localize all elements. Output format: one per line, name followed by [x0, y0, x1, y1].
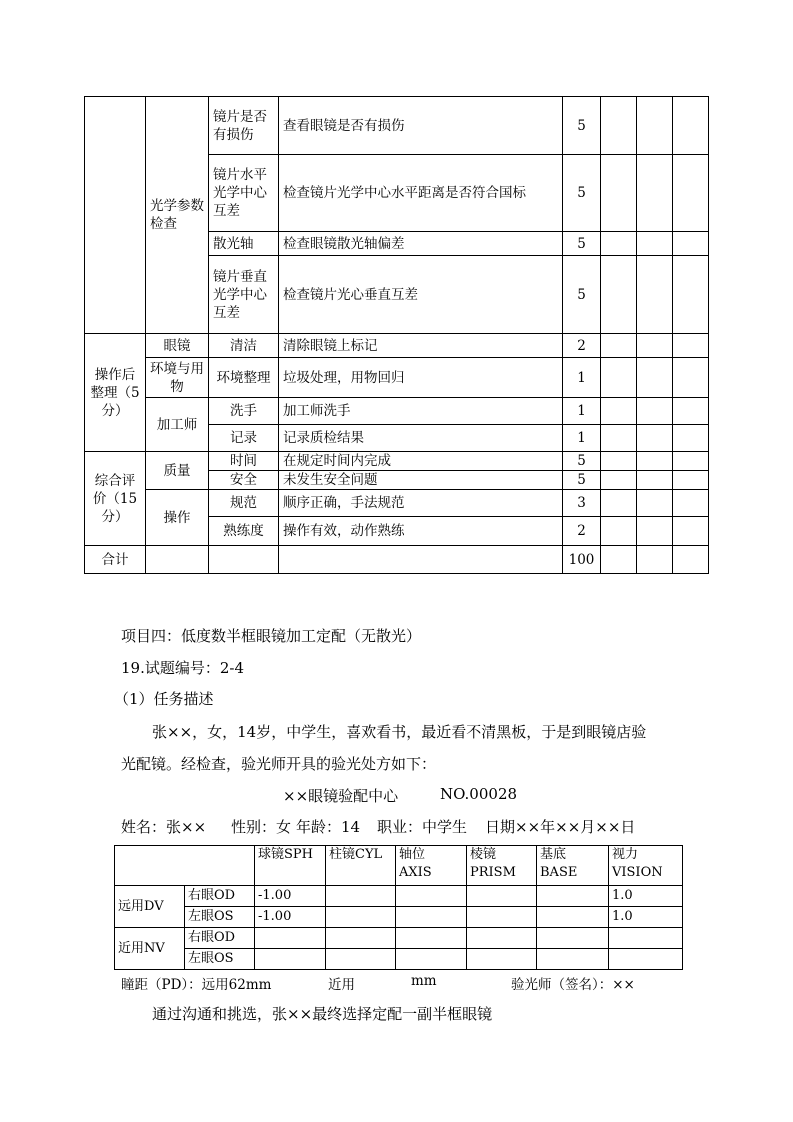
cell [537, 907, 609, 928]
item-cell: 散光轴 [209, 232, 279, 256]
header-vision: 视力 VISION [609, 846, 683, 886]
cell [609, 928, 683, 949]
cell [467, 907, 537, 928]
description-cell: 未发生安全问题 [279, 471, 563, 490]
score-cell: 5 [563, 452, 601, 471]
cell [396, 886, 467, 907]
cell [467, 928, 537, 949]
cell [326, 949, 396, 970]
blank-cell [601, 490, 637, 517]
score-cell: 5 [563, 155, 601, 232]
cell [537, 949, 609, 970]
item-cell: 洗手 [209, 398, 279, 425]
cell [326, 928, 396, 949]
blank-cell [637, 425, 673, 452]
dv-os-vision: 1.0 [609, 907, 683, 928]
item-cell: 时间 [209, 452, 279, 471]
patient-age: 年龄：14 [296, 818, 361, 836]
description-cell: 操作有效，动作熟练 [279, 517, 563, 546]
blank-cell [601, 471, 637, 490]
blank-cell [673, 517, 709, 546]
blank-cell [601, 256, 637, 334]
patient-job: 职业：中学生 [377, 818, 468, 836]
item-cell: 熟练度 [209, 517, 279, 546]
blank-cell [601, 358, 637, 398]
blank-cell [673, 398, 709, 425]
blank-cell [601, 398, 637, 425]
blank-cell [673, 452, 709, 471]
description-cell: 记录质检结果 [279, 425, 563, 452]
header-axis: 轴位 AXIS [396, 846, 467, 886]
blank-cell [637, 471, 673, 490]
patient-date: 日期××年××月××日 [485, 818, 636, 836]
eye-label-os: 左眼OS [185, 907, 255, 928]
subcategory-cell: 光学参数检查 [146, 97, 209, 334]
description-cell: 检查眼镜散光轴偏差 [279, 232, 563, 256]
task-text-line1: 张××，女，14岁，中学生，喜欢看书，最近看不清黑板，于是到眼镜店验 [152, 723, 647, 741]
blank-cell [637, 256, 673, 334]
description-cell: 在规定时间内完成 [279, 452, 563, 471]
cell [326, 907, 396, 928]
rx-number: NO.00028 [440, 785, 518, 803]
header-prism: 棱镜 PRISM [467, 846, 537, 886]
patient-gender: 性别：女 [231, 818, 292, 836]
eye-label-od: 右眼OD [185, 886, 255, 907]
score-cell: 2 [563, 334, 601, 358]
blank-cell [637, 490, 673, 517]
optometrist-signature: 验光师（签名）：×× [511, 977, 635, 993]
dv-od-vision: 1.0 [609, 886, 683, 907]
cell [255, 928, 326, 949]
header-sph: 球镜SPH [255, 846, 326, 886]
description-cell: 顺序正确，手法规范 [279, 490, 563, 517]
score-cell: 5 [563, 97, 601, 155]
header-blank [115, 846, 255, 886]
item-cell: 环境整理 [209, 358, 279, 398]
blank-cell [673, 334, 709, 358]
description-cell: 清除眼镜上标记 [279, 334, 563, 358]
cell [396, 907, 467, 928]
item-cell: 镜片垂直光学中心互差 [209, 256, 279, 334]
blank-cell [601, 334, 637, 358]
item-cell: 清洁 [209, 334, 279, 358]
prescription-table [114, 845, 683, 970]
pd-far: 瞳距（PD）：远用62mm [121, 977, 272, 993]
score-cell: 1 [563, 425, 601, 452]
final-statement: 通过沟通和挑选，张××最终选择定配一副半框眼镜 [152, 1005, 493, 1023]
cell [326, 886, 396, 907]
cell [396, 949, 467, 970]
blank-cell [673, 97, 709, 155]
category-cell: 操作后整理（5分） [85, 334, 146, 452]
description-cell: 加工师洗手 [279, 398, 563, 425]
blank-cell [673, 358, 709, 398]
blank-cell [601, 155, 637, 232]
description-cell: 检查镜片光学中心水平距离是否符合国标 [279, 155, 563, 232]
blank-cell [637, 155, 673, 232]
blank-cell [637, 334, 673, 358]
blank-cell [637, 546, 673, 574]
blank-cell [637, 358, 673, 398]
blank-cell [601, 517, 637, 546]
header-cyl: 柱镜CYL [326, 846, 396, 886]
row-label-nv: 近用NV [115, 928, 185, 970]
item-cell: 安全 [209, 471, 279, 490]
blank-cell [637, 97, 673, 155]
blank-cell [673, 256, 709, 334]
subcategory-cell: 眼镜 [146, 334, 209, 358]
item-cell: 镜片是否有损伤 [209, 97, 279, 155]
pd-near-unit: mm [411, 973, 437, 989]
blank-cell [637, 517, 673, 546]
cell [609, 949, 683, 970]
subcategory-cell: 操作 [146, 490, 209, 546]
score-cell: 3 [563, 490, 601, 517]
cell [537, 886, 609, 907]
blank-cell [146, 546, 209, 574]
dv-os-sph: -1.00 [255, 907, 326, 928]
task-text-line2: 光配镜。经检查，验光师开具的验光处方如下： [121, 755, 437, 773]
pd-near-label: 近用 [328, 977, 355, 993]
score-cell: 2 [563, 517, 601, 546]
cell [396, 928, 467, 949]
item-cell: 记录 [209, 425, 279, 452]
eye-label-od: 右眼OD [185, 928, 255, 949]
blank-cell [673, 232, 709, 256]
blank-cell [601, 425, 637, 452]
description-cell: 垃圾处理，用物回归 [279, 358, 563, 398]
item-cell: 镜片水平光学中心互差 [209, 155, 279, 232]
blank-cell [279, 546, 563, 574]
project-title: 项目四：低度数半框眼镜加工定配（无散光） [121, 627, 422, 645]
task-heading: （1）任务描述 [114, 690, 214, 708]
subcategory-cell: 加工师 [146, 398, 209, 452]
eye-label-os: 左眼OS [185, 949, 255, 970]
item-cell: 规范 [209, 490, 279, 517]
blank-cell [673, 425, 709, 452]
blank-cell [601, 232, 637, 256]
blank-cell [209, 546, 279, 574]
row-label-dv: 远用DV [115, 886, 185, 928]
header-base: 基底 BASE [537, 846, 609, 886]
question-number: 19.试题编号：2-4 [121, 659, 245, 677]
score-cell: 5 [563, 471, 601, 490]
score-cell: 1 [563, 358, 601, 398]
category-cell [85, 97, 146, 334]
description-cell: 检查镜片光心垂直互差 [279, 256, 563, 334]
blank-cell [673, 490, 709, 517]
subcategory-cell: 环境与用物 [146, 358, 209, 398]
patient-name: 姓名：张×× [121, 818, 207, 836]
description-cell: 查看眼镜是否有损伤 [279, 97, 563, 155]
subcategory-cell: 质量 [146, 452, 209, 490]
cell [467, 949, 537, 970]
score-cell: 1 [563, 398, 601, 425]
cell [255, 949, 326, 970]
blank-cell [673, 546, 709, 574]
blank-cell [601, 546, 637, 574]
blank-cell [673, 471, 709, 490]
dv-od-sph: -1.00 [255, 886, 326, 907]
blank-cell [637, 232, 673, 256]
evaluation-table [84, 96, 709, 574]
blank-cell [601, 452, 637, 471]
rx-center-name: ××眼镜验配中心 [283, 787, 399, 805]
category-cell: 综合评价（15分） [85, 452, 146, 546]
cell [467, 886, 537, 907]
blank-cell [601, 97, 637, 155]
score-cell: 5 [563, 232, 601, 256]
total-label: 合计 [85, 546, 146, 574]
total-score: 100 [563, 546, 601, 574]
blank-cell [637, 452, 673, 471]
score-cell: 5 [563, 256, 601, 334]
cell [537, 928, 609, 949]
blank-cell [637, 398, 673, 425]
blank-cell [673, 155, 709, 232]
